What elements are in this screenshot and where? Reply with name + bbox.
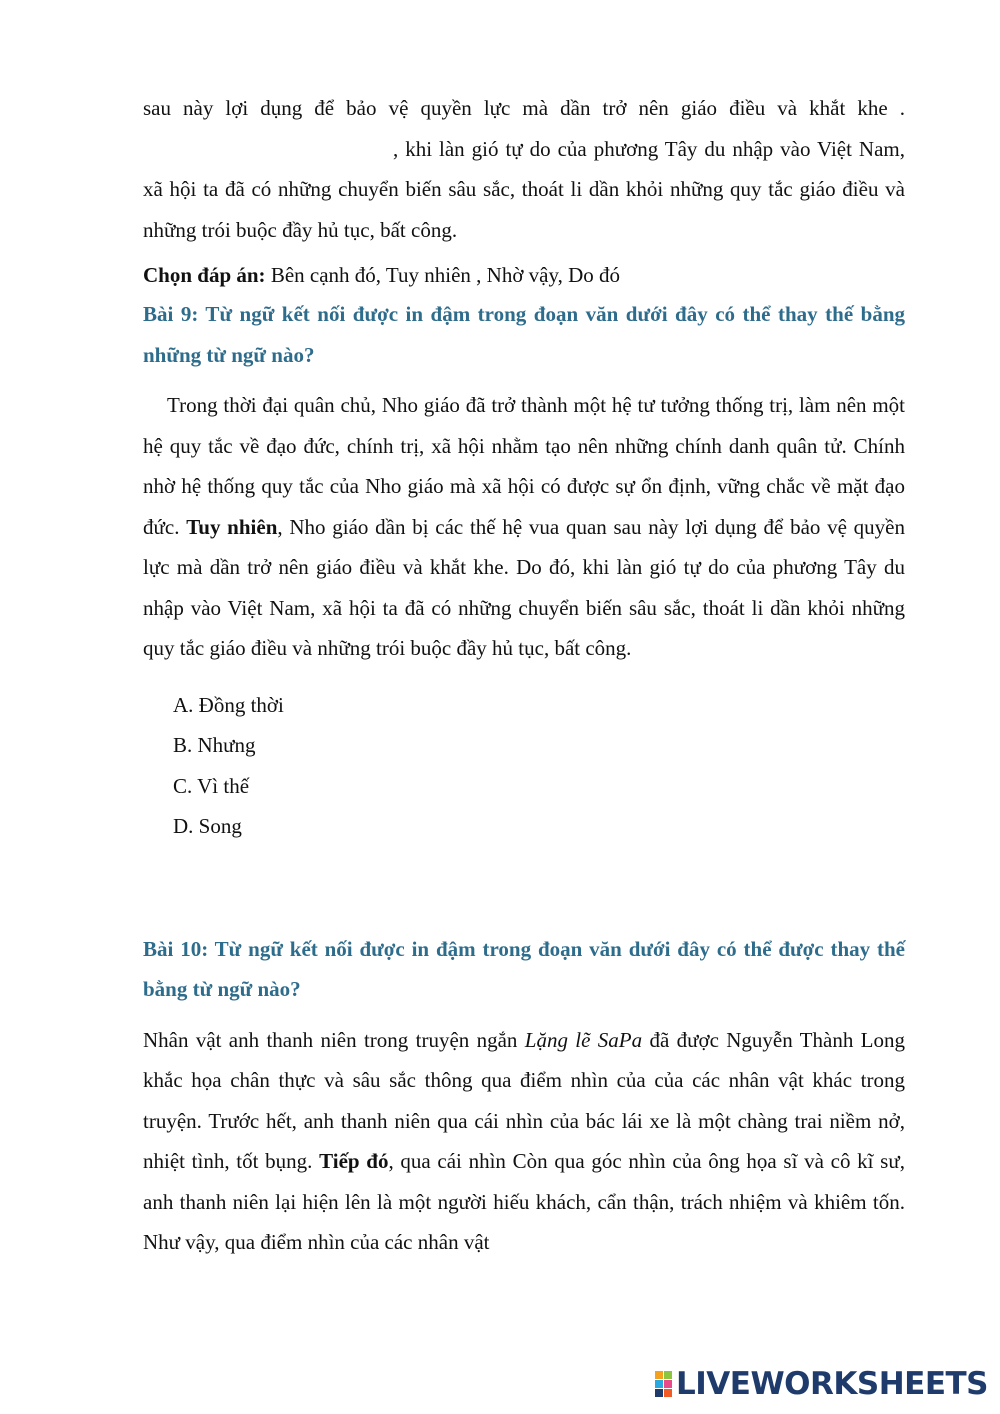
blank-marker: . (899, 96, 906, 120)
passage-text: , qua cái nhìn Còn qua góc nhìn của ông họa sĩ và cô kĩ sư, anh thanh niên lại hiện lên là một người hiếu khách, cẩn thận, trách nhiệm và khiêm tốn. Như vậy, qua điểm nhìn của các nhân vật (143, 1149, 905, 1254)
document-page (143, 88, 905, 1263)
liveworksheets-logo-icon (655, 1371, 672, 1397)
option-c[interactable]: C. Vì thế (173, 773, 250, 798)
bold-connector: Tuy nhiên (186, 514, 278, 539)
intro-paragraph (143, 88, 905, 250)
exercise-9-title: Bài 9: Từ ngữ kết nối được in đậm trong đoạn văn dưới đây có thể thay thế bằng những từ ngữ nào? (143, 302, 905, 367)
brand-name: LIVEWORKSHEETS (676, 1366, 988, 1402)
exercise-9-options (173, 685, 905, 847)
story-title: Lặng lẽ SaPa (524, 1027, 643, 1052)
exercise-10-title: Bài 10: Từ ngữ kết nối được in đậm trong đoạn văn dưới đây có thể được thay thế bằng từ ngữ nào? (143, 936, 905, 1001)
exercise-9-passage (143, 385, 905, 669)
passage-text: đã được Nguyễn Thành Long khắc họa chân thực và sâu sắc thông qua điểm nhìn của của các nhân vật khác trong truyện. Trước hết, anh thanh niên qua cái nhìn của bác lái xe là một chàng trai niềm nở, nhiệt tình, tốt bụng. (143, 1027, 905, 1173)
choose-options: Bên cạnh đó, Tuy nhiên , Nhờ vậy, Do đó (270, 263, 621, 287)
exercise-10-passage (143, 1020, 905, 1263)
intro-line: sau này lợi dụng để bảo vệ quyền lực mà dần trở nên giáo điều và khắt khe (143, 96, 888, 120)
passage-text: Nhân vật anh thanh niên trong truyện ngắn (143, 1027, 525, 1052)
choose-label: Chọn đáp án: (143, 263, 266, 287)
passage-text: , Nho giáo dần bị các thế hệ vua quan sau này lợi dụng để bảo vệ quyền lực mà dần trở nên giáo điều và khắt khe. Do đó, khi làn gió tự do của phương Tây du nhập vào Việt Nam, xã hội ta đã có những chuyển biến sâu sắc, thoát li dần khỏi những quy tắc giáo điều và những trói buộc đầy hủ tục, bất công. (143, 514, 905, 660)
option-b[interactable]: B. Nhưng (173, 733, 256, 757)
option-a[interactable]: A. Đồng thời (173, 692, 284, 717)
choose-answer-line (143, 260, 905, 290)
option-d[interactable]: D. Song (173, 814, 242, 838)
intro-text: , khi làn gió tự do của phương Tây du nhập vào Việt Nam, xã hội ta đã có những chuyển biến sâu sắc, thoát li dần khỏi những quy tắc giáo điều và những trói buộc đầy hủ tục, bất công. (143, 136, 905, 242)
liveworksheets-logo (655, 1366, 988, 1402)
bold-connector: Tiếp đó (319, 1149, 389, 1173)
passage-text: Trong thời đại quân chủ, Nho giáo đã trở thành một hệ tư tưởng thống trị, làm nên một hệ quy tắc về đạo đức, chính trị, xã hội nhằm tạo nên những chính danh quân tử. Chính nhờ hệ thống quy tắc của Nho giáo mà xã hội có được sự ổn định, vững chắc về mặt đạo đức. (143, 393, 905, 539)
